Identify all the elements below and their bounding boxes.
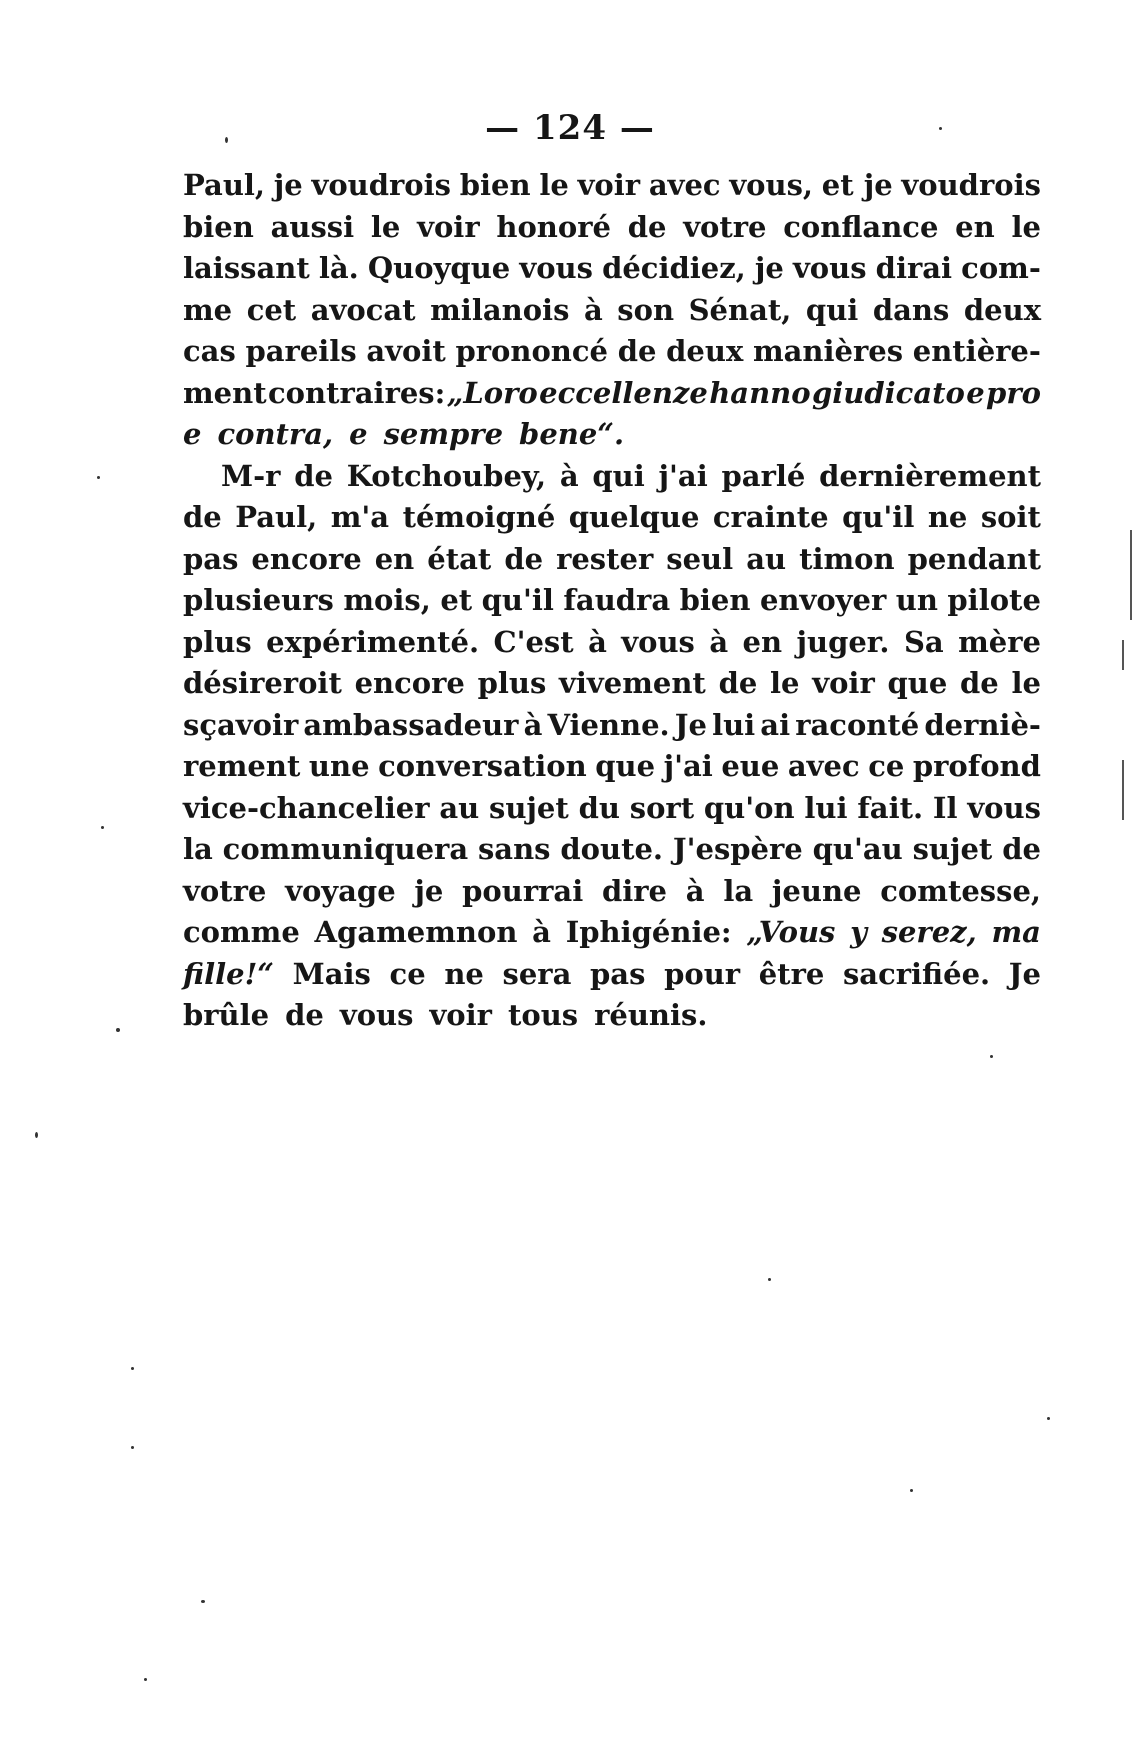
word: vous (792, 251, 867, 285)
word: qui (592, 458, 645, 493)
text-line (183, 705, 1041, 747)
word: désireroit (183, 666, 342, 700)
word: dans (872, 292, 950, 327)
word: un (895, 583, 938, 617)
scan-speck (144, 1678, 147, 1681)
word: m'a (330, 500, 390, 534)
word: aussi (270, 209, 355, 244)
word: fait. (857, 790, 924, 825)
word: son (617, 292, 675, 327)
page-number: — 124 — (485, 108, 655, 148)
margin-rule (1122, 640, 1124, 670)
text-line (183, 954, 1041, 996)
word: plusieurs (183, 583, 334, 617)
word: Kotchoubey, (346, 458, 547, 493)
word: dire (601, 873, 668, 908)
word: soit (980, 500, 1041, 534)
word: pour (664, 956, 741, 991)
word: parlé (721, 458, 806, 493)
body-text (183, 165, 1041, 1037)
quote-word: serez, (881, 915, 977, 949)
word: sacrifiée. (842, 956, 991, 991)
word: de (294, 458, 333, 493)
word: sans (477, 832, 551, 866)
word: que (595, 749, 656, 783)
word: plus (183, 624, 252, 659)
word: et je (821, 168, 893, 202)
word: rester (556, 541, 654, 576)
word: me (183, 292, 233, 327)
scan-speck (939, 127, 942, 130)
word: avoit (366, 334, 446, 368)
word: bien (183, 209, 254, 244)
quote-word: „Loro (446, 375, 538, 410)
word: qu'il (481, 583, 554, 617)
word: voir (417, 209, 480, 244)
word: être (758, 956, 825, 991)
word: encore (354, 666, 465, 700)
word: seul (666, 541, 734, 576)
word: C'est (493, 624, 574, 659)
scan-speck (768, 1278, 771, 1281)
word: état (427, 541, 492, 576)
text-line (183, 248, 1041, 290)
word: ne (444, 956, 484, 991)
quote-word: „Vous (746, 915, 836, 949)
word: ambassadeur (303, 707, 519, 742)
word: pas (183, 541, 239, 576)
word: ai (760, 707, 791, 742)
scan-speck (101, 826, 104, 829)
word: le (1011, 209, 1041, 244)
word: ne (927, 500, 968, 534)
word: pareils (245, 334, 357, 368)
word: voir (429, 998, 492, 1032)
word: Il (932, 790, 958, 825)
word: en (955, 209, 995, 244)
word: qu'au (812, 832, 903, 866)
word: une (308, 749, 370, 783)
word: vous (339, 998, 414, 1032)
word: Mais (292, 956, 371, 991)
word: de (1002, 832, 1041, 866)
word: honoré (496, 209, 611, 244)
margin-rule (1130, 530, 1132, 620)
word: expérimenté. (266, 624, 480, 659)
word: et (440, 583, 473, 617)
word: à (523, 707, 543, 742)
word: lui (712, 707, 756, 742)
word: à (709, 624, 729, 659)
word: plus (477, 666, 547, 700)
word: conversation (378, 749, 587, 783)
quote-word: bene“. (519, 417, 625, 451)
quote-word: eccellenze (539, 375, 708, 410)
quote-word: y (850, 915, 867, 949)
word: rement (183, 749, 301, 783)
word: je (754, 251, 784, 285)
word: timon (799, 541, 895, 576)
word: pendant (907, 541, 1041, 576)
word: témoigné (402, 500, 556, 534)
word: sujet (912, 832, 993, 866)
scan-speck (116, 1028, 120, 1032)
word: je (414, 873, 444, 908)
word: comme (183, 915, 300, 949)
word: ment (183, 375, 267, 410)
text-line (183, 497, 1041, 539)
scan-speck (201, 1600, 205, 1603)
word: là. (318, 251, 359, 285)
word: j'ai (663, 749, 713, 783)
text-line (183, 539, 1041, 581)
word: Sénat, (688, 292, 792, 327)
word: voudrois (311, 168, 451, 202)
word: derniè- (924, 707, 1041, 742)
word: com- (961, 251, 1041, 285)
scan-speck (131, 1367, 134, 1370)
word: de (617, 334, 657, 368)
word: communiquera (222, 832, 469, 866)
word: doute. (560, 832, 664, 866)
quote-word: pro (986, 375, 1041, 410)
word: avec (648, 168, 721, 202)
word: voir (812, 666, 875, 700)
word: juger. (796, 624, 890, 659)
text-line (183, 995, 1041, 1037)
word: en (374, 541, 415, 576)
word: manières (752, 334, 904, 368)
word: quelque (568, 500, 700, 534)
word: vous (519, 251, 593, 285)
word: deux (666, 334, 744, 368)
word: voyage (285, 873, 396, 908)
word: crainte (712, 500, 829, 534)
word: en (742, 624, 783, 659)
word: votre (183, 873, 267, 908)
text-line (183, 663, 1041, 705)
word: vivement (559, 666, 706, 700)
margin-rule (1122, 760, 1124, 820)
quote-word: sempre (383, 417, 504, 451)
text-line (183, 829, 1041, 871)
word: qu'on (703, 790, 795, 825)
text-line (183, 207, 1041, 249)
word: Quoyque (367, 251, 511, 285)
word: Je (1008, 956, 1041, 991)
word: deux (963, 292, 1041, 327)
quote-word: contra, (217, 417, 334, 451)
word: entière- (912, 334, 1041, 368)
scan-speck (35, 1132, 38, 1138)
word: comtesse, (880, 873, 1041, 908)
word: pourrai (462, 873, 584, 908)
quote-word: e (183, 417, 202, 451)
word: profond (912, 749, 1041, 783)
quote-word: e (349, 417, 368, 451)
word: la (183, 832, 213, 866)
word: Sa (903, 624, 944, 659)
word: qu'il (842, 500, 915, 534)
word: Agamemnon (314, 915, 518, 949)
word: le (1011, 666, 1041, 700)
word: à (583, 292, 603, 327)
word: sçavoir (183, 707, 299, 742)
quote-word: hanno (709, 375, 811, 410)
word: laissant (183, 251, 310, 285)
word: de (627, 209, 667, 244)
text-line (183, 414, 1041, 456)
word: ce (868, 749, 905, 783)
word: vous (621, 624, 695, 659)
word: lui (804, 790, 848, 825)
word: envoyer (759, 583, 887, 617)
word: Paul, (235, 500, 318, 534)
text-line (183, 290, 1041, 332)
scan-speck (97, 476, 100, 479)
word: milanois (430, 292, 570, 327)
word: prononcé (455, 334, 608, 368)
word: mère (958, 624, 1041, 659)
word: sujet (489, 790, 569, 825)
word: cas (183, 334, 236, 368)
word: pilote (947, 583, 1041, 617)
word: au (746, 541, 787, 576)
scan-speck (990, 1055, 993, 1058)
scan-speck (1047, 1417, 1050, 1420)
word: Je (674, 707, 707, 742)
word: encore (251, 541, 362, 576)
word: qui (805, 292, 859, 327)
text-line (183, 871, 1041, 913)
word: conflance (783, 209, 939, 244)
word: dirai (875, 251, 953, 285)
word: ce (389, 956, 426, 991)
quote-word: ma (991, 915, 1041, 949)
word: la (723, 873, 754, 908)
word: de (285, 998, 324, 1032)
word: le (539, 168, 569, 202)
text-line (183, 912, 1041, 954)
word: tous (507, 998, 579, 1032)
word: raconté (795, 707, 920, 742)
word: de (718, 666, 758, 700)
text-line (183, 165, 1041, 207)
text-line (183, 373, 1041, 415)
word: avocat (310, 292, 416, 327)
word: jeune (771, 873, 862, 908)
word: pas (590, 956, 646, 991)
word: brûle (183, 998, 270, 1032)
scan-speck (225, 137, 228, 143)
word: de (504, 541, 544, 576)
word: j'ai (658, 458, 708, 493)
word: mois, (343, 583, 431, 617)
quote-word: giudicato (811, 375, 965, 410)
word: de (183, 500, 222, 534)
word: le (770, 666, 800, 700)
word: dernièrement (819, 458, 1041, 493)
quote-word: fille!“ (183, 956, 274, 991)
word: à (588, 624, 607, 659)
word: à (685, 873, 705, 908)
text-line (183, 456, 1041, 498)
word: voir (577, 168, 641, 202)
scan-speck (910, 1489, 913, 1492)
word: sera (502, 956, 572, 991)
quote-word: e (966, 375, 985, 410)
word: décidiez, (602, 251, 746, 285)
text-line (183, 788, 1041, 830)
word: Paul, (183, 168, 266, 202)
text-line (183, 580, 1041, 622)
word: contraires: (268, 375, 446, 410)
word: vous (967, 790, 1041, 825)
word: bien (679, 583, 751, 617)
word: réunis. (594, 998, 708, 1032)
text-line (183, 746, 1041, 788)
scan-speck (131, 1446, 134, 1449)
word: eue (721, 749, 780, 783)
word: M-r (221, 458, 281, 493)
word: cet (246, 292, 297, 327)
word: votre (683, 209, 767, 244)
word: sort (629, 790, 695, 825)
word: que (887, 666, 948, 700)
word: au (439, 790, 480, 825)
text-line (183, 622, 1041, 664)
word: à (532, 915, 551, 949)
text-line (183, 331, 1041, 373)
word: Iphigénie: (565, 915, 732, 949)
word: Vienne. (547, 707, 670, 742)
word: à (559, 458, 579, 493)
word: le (370, 209, 401, 244)
word: faudra (563, 583, 671, 617)
word: bien (459, 168, 531, 202)
word: avec (787, 749, 860, 783)
word: du (578, 790, 620, 825)
word: je (273, 168, 303, 202)
word: de (960, 666, 999, 700)
word: J'espère (672, 832, 803, 866)
word: vice-chancelier (183, 790, 430, 825)
word: voudrois (901, 168, 1041, 202)
word: vous, (729, 168, 814, 202)
